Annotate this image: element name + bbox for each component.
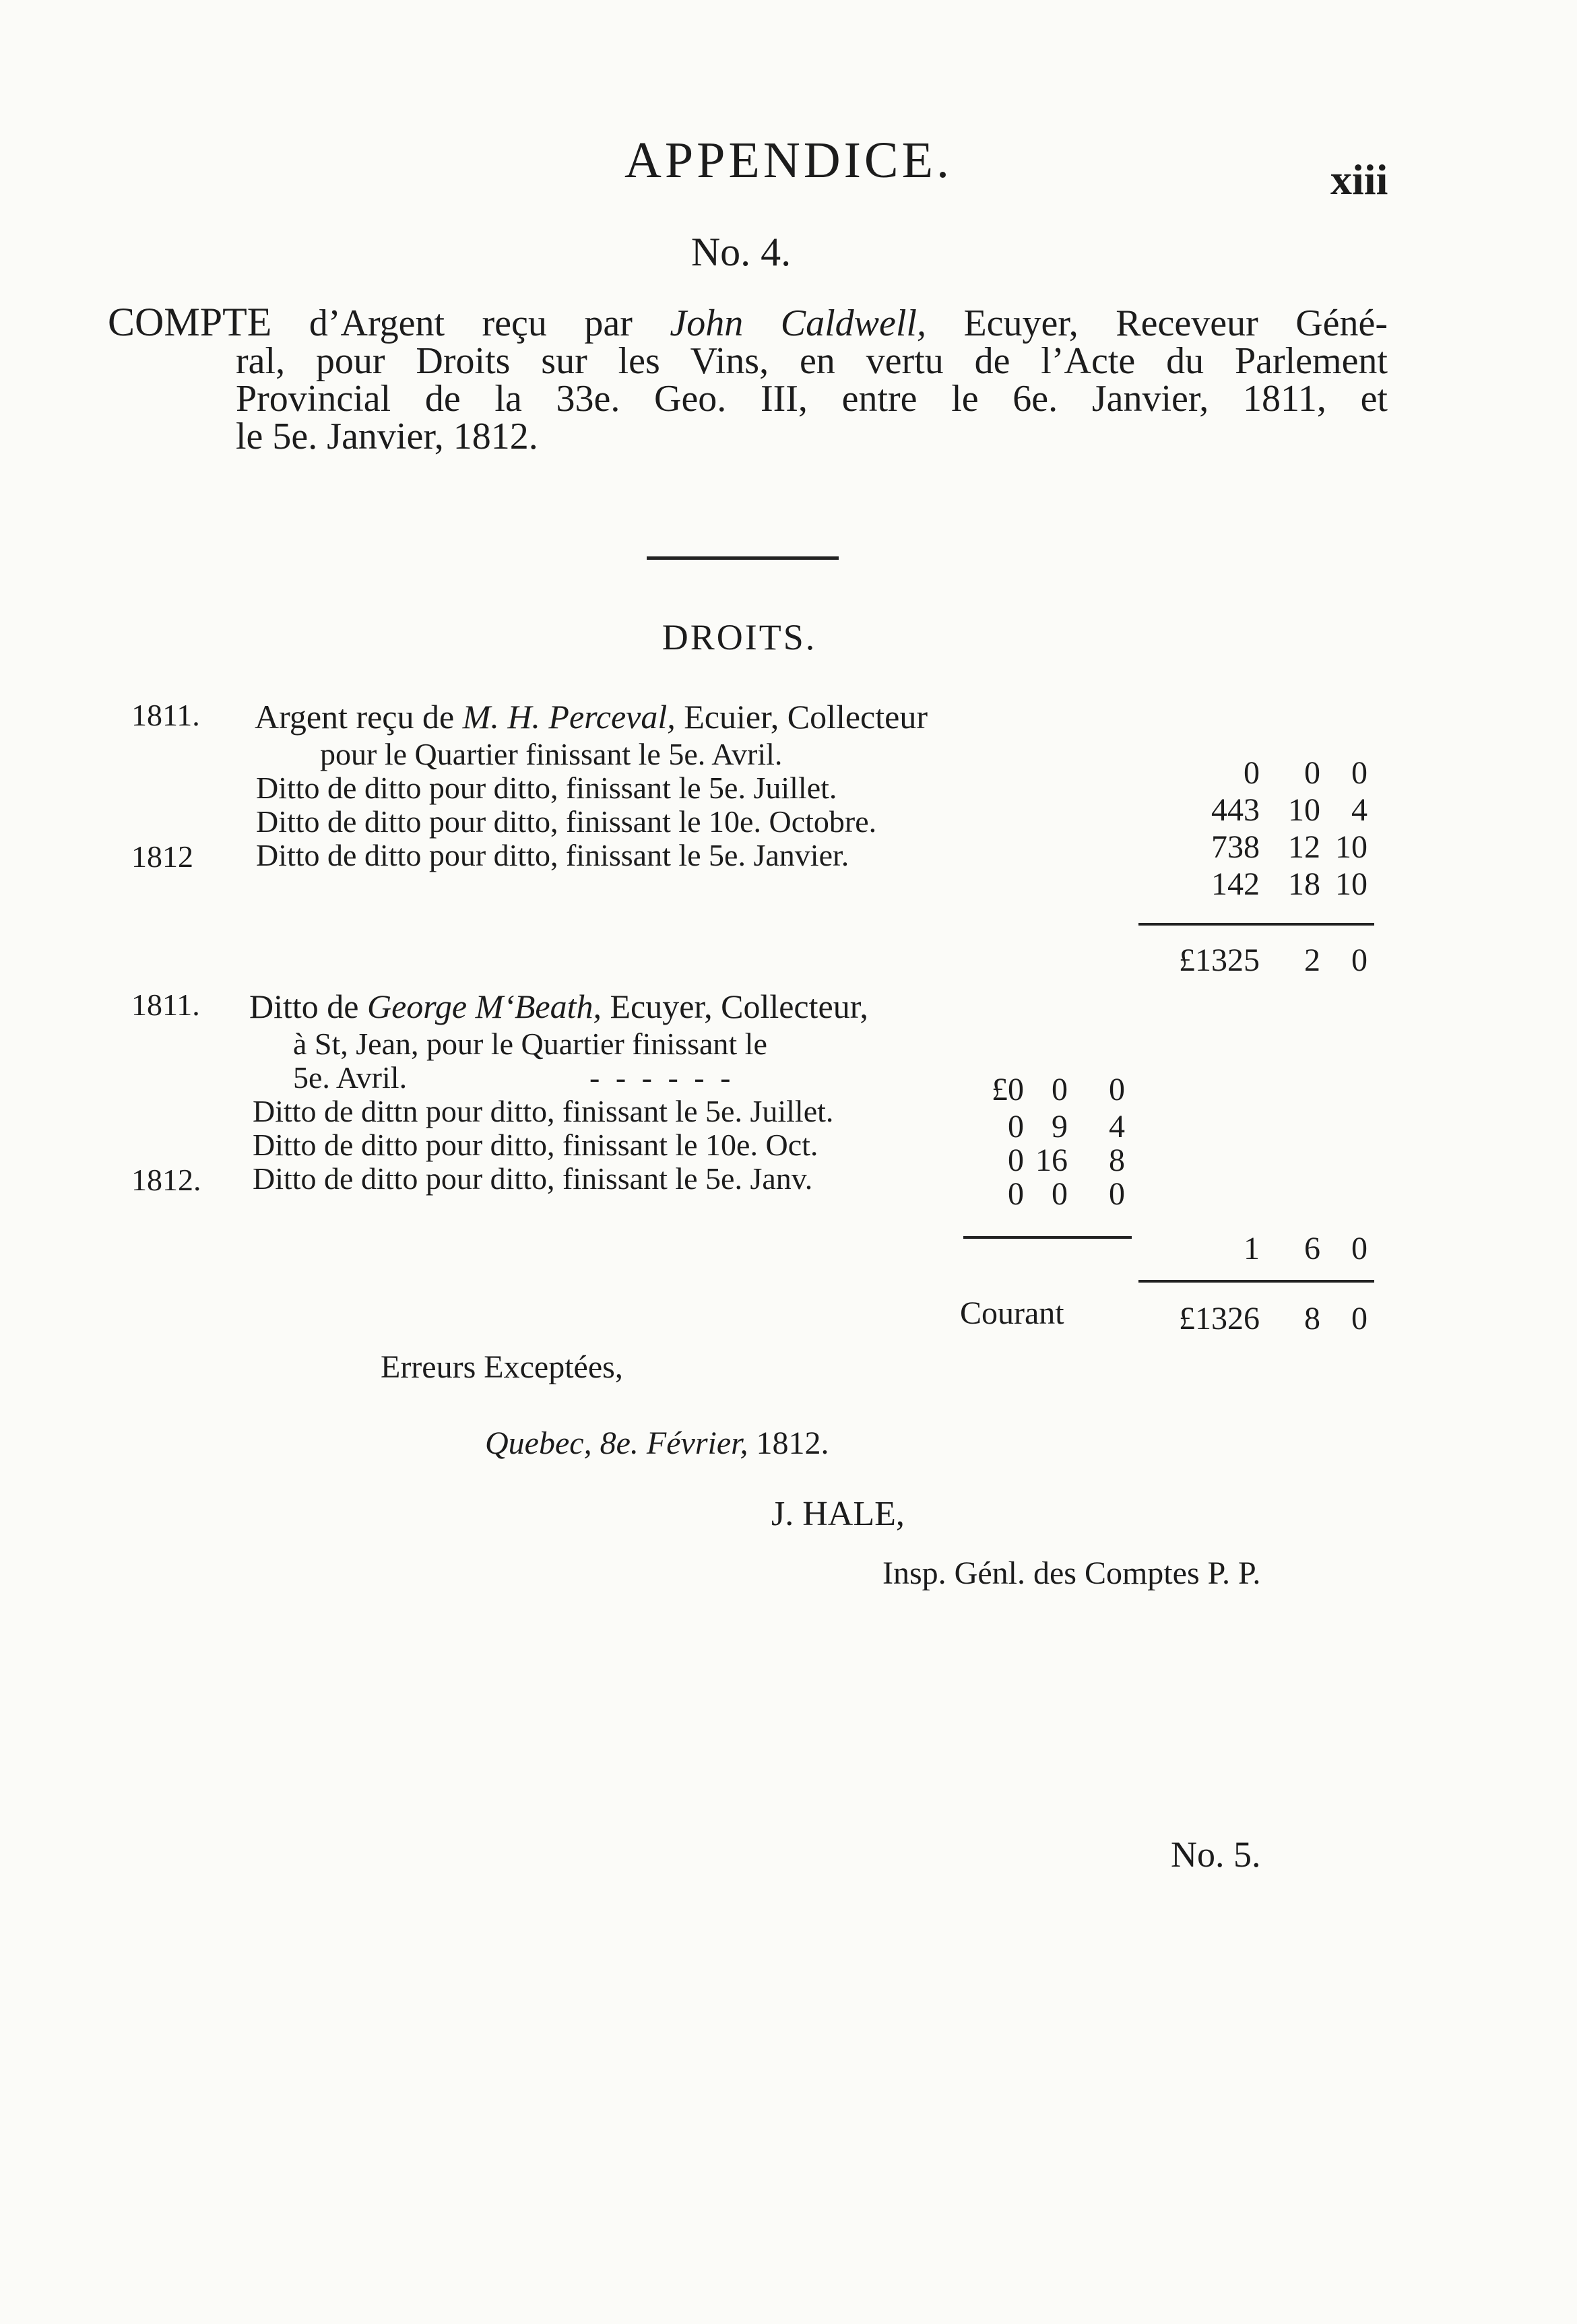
amount-pence: 10 [1335,829,1367,865]
place-date-italic: Quebec, 8e. Février, [485,1425,748,1461]
entry-line: Ditto de ditto pour ditto, finissant le 5e. Juillet. [256,771,837,805]
intro-name: John Caldwell, [670,302,926,344]
amount-pounds: 738 [1211,829,1260,865]
place-date [485,1425,829,1462]
signatory-name: J. HALE, [771,1495,905,1533]
grand-total-shillings: 8 [1304,1301,1320,1336]
page-header-title: APPENDICE. [624,132,953,189]
total-shillings: 2 [1304,942,1320,978]
entry-line: 5e. Avril. [293,1060,408,1095]
place-date-year: 1812. [756,1425,829,1461]
amount-shillings: 9 [1052,1109,1068,1144]
total-pence: 0 [1351,942,1367,978]
intro-line-1 [108,300,1388,344]
amount-pence: 0 [1109,1072,1125,1107]
total-pounds: £1325 [1179,942,1260,978]
amount-pence: 10 [1335,866,1367,902]
amount-pounds: £0 [992,1072,1024,1107]
collector-name: M. H. Perceval, [462,698,676,736]
year-label: 1812 [131,839,193,874]
leader-dashes: - - - - - - [589,1060,735,1095]
section-heading: DROITS. [662,617,817,657]
amount-shillings: 0 [1052,1176,1068,1212]
entry-text: Ecuyer, Collecteur, [610,988,868,1025]
subtotal-pence: 0 [1351,1231,1367,1266]
signatory-title: Insp. Génl. des Comptes P. P. [882,1555,1261,1591]
entry-line: Ditto de ditto pour ditto, finissant le 5e. Janv. [253,1161,813,1196]
subtotal-pounds: 1 [1244,1231,1260,1266]
errors-excepted: Erreurs Exceptées, [381,1349,623,1385]
section-divider [647,556,839,560]
entry-line: Ditto de dittn pour ditto, finissant le 5e. Juillet. [253,1094,834,1128]
year-label: 1812. [131,1163,201,1197]
amount-shillings: 16 [1035,1142,1068,1178]
amount-pounds: 0 [1008,1109,1024,1144]
amount-pounds: 0 [1008,1176,1024,1212]
grand-total-pence: 0 [1351,1301,1367,1336]
entry-line: Ditto de ditto pour ditto, finissant le 10e. Octobre. [256,804,877,839]
amount-pounds: 443 [1211,792,1260,828]
entry-line [255,697,928,736]
grand-total-pounds: £1326 [1179,1301,1260,1336]
amount-shillings: 12 [1288,829,1320,865]
subtotal-shillings: 6 [1304,1231,1320,1266]
courant-label: Courant [960,1295,1064,1331]
intro-lead-word: COMPTE [108,300,272,344]
entry-line [249,987,868,1026]
next-section-catchword: No. 5. [1171,1834,1261,1875]
intro-line-4: le 5e. Janvier, 1812. [236,416,538,457]
section-number: No. 4. [690,230,792,274]
amount-shillings: 0 [1304,755,1320,791]
amount-pence: 0 [1109,1176,1125,1212]
entry-text: Argent reçu de [255,698,455,736]
entry-text: Ecuier, Collecteur [684,698,928,736]
intro-text: d’Argent reçu par [309,302,633,344]
amount-pence: 8 [1109,1142,1125,1178]
entry-line: à St, Jean, pour le Quartier finissant le [293,1027,767,1061]
year-label: 1811. [131,988,200,1022]
sum-rule [1138,1280,1374,1283]
amount-pounds: 0 [1244,755,1260,791]
intro-line-2: ral, pour Droits sur les Vins, en vertu de l’Acte du Parlement [236,340,1388,382]
amount-shillings: 0 [1052,1072,1068,1107]
entry-line: Ditto de ditto pour ditto, finissant le 5e. Janvier. [256,838,849,872]
year-label: 1811. [131,698,200,732]
amount-pounds: 142 [1211,866,1260,902]
sum-rule [963,1236,1132,1239]
sum-rule [1138,923,1374,926]
amount-pence: 0 [1351,755,1367,791]
entry-line: Ditto de ditto pour ditto, finissant le 10e. Oct. [253,1128,818,1162]
intro-text: Ecuyer, Receveur Géné- [963,302,1388,344]
amount-shillings: 18 [1288,866,1320,902]
collector-name: George M‘Beath, [366,988,602,1025]
amount-pence: 4 [1351,792,1367,828]
entry-line: pour le Quartier finissant le 5e. Avril. [320,737,783,771]
amount-pounds: 0 [1008,1142,1024,1178]
page-number: xiii [1330,156,1388,203]
amount-pence: 4 [1109,1109,1125,1144]
intro-line-3: Provincial de la 33e. Geo. III, entre le 6e. Janvier, 1811, et [236,378,1388,420]
entry-text: Ditto de [249,988,359,1025]
intro-paragraph [108,300,1388,457]
amount-shillings: 10 [1288,792,1320,828]
